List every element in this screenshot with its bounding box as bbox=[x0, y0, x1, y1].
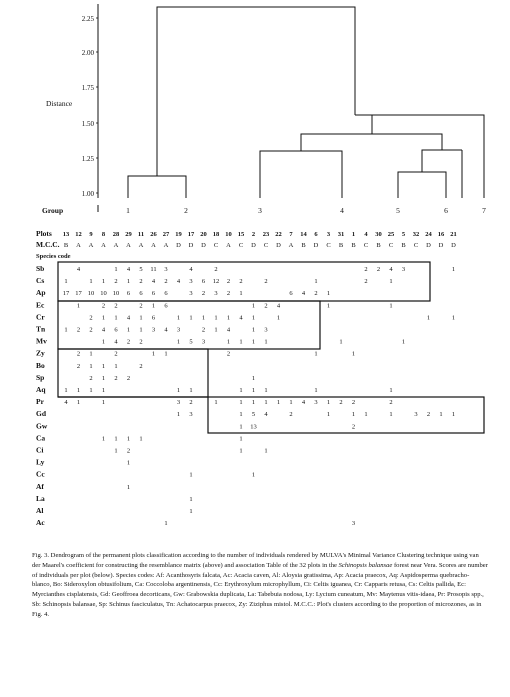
species-code: Ac bbox=[36, 518, 45, 528]
species-count: 2 bbox=[351, 423, 356, 431]
species-count: 1 bbox=[239, 435, 243, 443]
species-count: 1 bbox=[226, 338, 231, 346]
species-count: 3 bbox=[264, 326, 268, 334]
plot-number: 3 bbox=[326, 231, 331, 238]
species-count: 6 bbox=[164, 290, 168, 298]
species-count: 2 bbox=[214, 266, 218, 273]
species-count: 1 bbox=[64, 326, 68, 334]
species-count: 1 bbox=[314, 350, 318, 358]
species-count: 1 bbox=[239, 411, 243, 419]
species-count: 1 bbox=[151, 350, 156, 358]
species-count: 10 bbox=[100, 290, 107, 298]
plot-number: 23 bbox=[262, 231, 270, 238]
y-tick-label: 1.75 bbox=[81, 84, 94, 92]
species-count: 2 bbox=[139, 302, 143, 310]
plot-number: 12 bbox=[75, 231, 82, 238]
block-zy-aq bbox=[58, 349, 208, 397]
species-count: 2 bbox=[126, 374, 131, 382]
species-count: 2 bbox=[114, 278, 118, 286]
species-count: 1 bbox=[326, 302, 331, 310]
species-count: 1 bbox=[314, 278, 318, 286]
species-count: 1 bbox=[126, 326, 131, 334]
plot-number: 28 bbox=[112, 231, 120, 238]
species-count: 2 bbox=[139, 278, 143, 286]
plot-number: 9 bbox=[89, 231, 93, 238]
plot-number: 2 bbox=[251, 231, 256, 238]
mcc-value: C bbox=[413, 242, 419, 249]
species-count: 2 bbox=[364, 278, 368, 286]
species-count: 2 bbox=[364, 266, 368, 273]
mcc-value: B bbox=[63, 242, 69, 249]
species-header: Species code bbox=[36, 253, 71, 260]
species-count: 1 bbox=[264, 387, 268, 394]
species-count: 4 bbox=[189, 266, 193, 273]
species-count: 2 bbox=[139, 362, 143, 370]
species-count: 4 bbox=[239, 314, 243, 322]
mcc-value: B bbox=[401, 242, 406, 249]
mcc-value: B bbox=[301, 242, 306, 249]
species-count: 1 bbox=[89, 278, 93, 286]
mcc-value: D bbox=[438, 242, 444, 249]
species-code: Zy bbox=[36, 348, 45, 358]
species-count: 2 bbox=[239, 278, 243, 286]
species-count: 1 bbox=[251, 326, 256, 334]
species-count: 1 bbox=[114, 447, 118, 455]
plot-number: 30 bbox=[375, 231, 382, 238]
species-count: 1 bbox=[251, 338, 256, 346]
species-count: 2 bbox=[314, 290, 318, 298]
mcc-value: B bbox=[376, 242, 381, 249]
species-count: 1 bbox=[451, 266, 456, 273]
species-count: 1 bbox=[451, 314, 456, 322]
plot-number: 31 bbox=[337, 231, 345, 238]
plot-number: 10 bbox=[225, 231, 232, 238]
plot-number: 22 bbox=[275, 231, 282, 238]
species-count: 6 bbox=[151, 314, 156, 322]
species-count: 1 bbox=[351, 350, 356, 358]
plot-number: 18 bbox=[212, 231, 220, 238]
species-count: 1 bbox=[126, 483, 131, 491]
species-count: 1 bbox=[101, 278, 106, 286]
species-count: 2 bbox=[101, 302, 106, 310]
species-count: 1 bbox=[64, 278, 68, 286]
mcc-value: C bbox=[326, 242, 331, 249]
species-count: 1 bbox=[76, 399, 81, 407]
species-code: Cc bbox=[36, 469, 45, 479]
mcc-value: A bbox=[151, 242, 156, 249]
species-count: 1 bbox=[101, 387, 106, 394]
species-count: 10 bbox=[112, 290, 120, 298]
species-count: 1 bbox=[89, 350, 93, 358]
species-count: 1 bbox=[114, 435, 118, 443]
caption-text-1: Fig. 3. Dendrogram of the permanent plots classification according to the number of individuals rendered by MULVA's Minimal Variance Clustering technique using van der Maarel's coefficient for constructing the resemblance matrix (above) and association Table of the 32 plots in the bbox=[32, 552, 479, 569]
species-count: 3 bbox=[214, 290, 218, 298]
plot-number: 32 bbox=[412, 231, 420, 238]
species-count: 1 bbox=[401, 338, 406, 346]
group-label: 7 bbox=[482, 206, 486, 215]
table-body bbox=[36, 231, 457, 527]
plot-number: 17 bbox=[187, 231, 195, 238]
species-count: 2 bbox=[289, 411, 293, 419]
species-count: 1 bbox=[176, 338, 181, 346]
species-count: 5 bbox=[189, 338, 193, 346]
species-count: 1 bbox=[101, 362, 106, 370]
species-count: 1 bbox=[176, 387, 181, 394]
species-count: 3 bbox=[189, 278, 193, 286]
species-count: 1 bbox=[101, 374, 106, 382]
y-tick-label: 1.00 bbox=[81, 190, 94, 198]
plot-number: 24 bbox=[425, 231, 432, 238]
plot-number: 14 bbox=[300, 231, 307, 238]
species-count: 6 bbox=[164, 302, 168, 310]
species-code: Gw bbox=[36, 421, 48, 431]
species-count: 3 bbox=[176, 326, 181, 334]
plot-number: 7 bbox=[289, 231, 293, 238]
species-count: 1 bbox=[239, 399, 243, 407]
group-label: 2 bbox=[184, 206, 188, 215]
species-count: 10 bbox=[87, 290, 95, 298]
group-label: 1 bbox=[126, 206, 130, 215]
species-count: 1 bbox=[176, 314, 181, 322]
species-count: 1 bbox=[126, 459, 131, 467]
species-count: 1 bbox=[164, 520, 168, 528]
species-count: 3 bbox=[351, 520, 356, 528]
species-count: 1 bbox=[439, 411, 443, 419]
mcc-label: M.C.C. bbox=[36, 240, 60, 249]
species-count: 2 bbox=[89, 374, 93, 382]
species-count: 1 bbox=[64, 387, 68, 394]
species-count: 1 bbox=[89, 387, 93, 394]
species-count: 1 bbox=[251, 302, 256, 310]
species-count: 2 bbox=[264, 302, 268, 310]
species-count: 2 bbox=[126, 447, 131, 455]
mcc-value: A bbox=[163, 242, 169, 249]
mcc-value: A bbox=[76, 242, 81, 249]
y-tick-label: 2.25 bbox=[81, 15, 94, 23]
figure-caption bbox=[32, 551, 488, 620]
species-count: 1 bbox=[364, 411, 368, 419]
species-count: 1 bbox=[239, 387, 243, 394]
species-count: 3 bbox=[176, 399, 181, 407]
mcc-value: A bbox=[288, 242, 294, 249]
species-count: 1 bbox=[164, 350, 168, 358]
species-count: 2 bbox=[226, 350, 231, 358]
species-count: 1 bbox=[239, 290, 243, 298]
species-count: 1 bbox=[251, 374, 256, 382]
species-count: 12 bbox=[212, 278, 220, 286]
species-count: 13 bbox=[250, 423, 257, 431]
y-tick-label: 1.25 bbox=[81, 155, 94, 163]
species-count: 1 bbox=[389, 302, 393, 310]
species-count: 1 bbox=[189, 471, 193, 479]
species-count: 17 bbox=[62, 290, 70, 298]
plot-number: 15 bbox=[237, 231, 245, 238]
mcc-value: C bbox=[363, 242, 369, 249]
species-code: Aq bbox=[36, 385, 46, 394]
plot-number: 4 bbox=[364, 231, 368, 238]
group-label: 4 bbox=[340, 206, 344, 215]
species-count: 1 bbox=[339, 338, 343, 346]
species-count: 2 bbox=[426, 411, 431, 419]
mcc-value: D bbox=[188, 242, 194, 249]
species-count: 2 bbox=[201, 290, 206, 298]
species-count: 1 bbox=[239, 338, 243, 346]
species-count: 1 bbox=[264, 399, 268, 407]
species-count: 3 bbox=[164, 266, 168, 273]
species-count: 6 bbox=[139, 290, 143, 298]
species-count: 1 bbox=[251, 471, 256, 479]
species-code: Ec bbox=[36, 300, 45, 310]
mcc-value: B bbox=[351, 242, 356, 249]
species-count: 2 bbox=[76, 362, 81, 370]
species-count: 1 bbox=[139, 326, 143, 334]
species-code: Pr bbox=[36, 397, 44, 407]
mcc-value: D bbox=[176, 242, 181, 249]
species-count: 1 bbox=[76, 387, 81, 394]
species-count: 1 bbox=[214, 314, 218, 322]
species-count: 1 bbox=[389, 411, 393, 419]
species-count: 1 bbox=[189, 508, 193, 515]
species-count: 1 bbox=[251, 314, 256, 322]
mcc-value: C bbox=[388, 242, 394, 249]
species-count: 3 bbox=[314, 399, 318, 407]
group-label: 5 bbox=[396, 206, 400, 215]
species-count: 1 bbox=[89, 362, 93, 370]
mcc-value: A bbox=[226, 242, 231, 249]
table-blocks bbox=[58, 262, 484, 433]
species-count: 3 bbox=[414, 411, 418, 419]
species-count: 1 bbox=[226, 314, 231, 322]
species-count: 2 bbox=[376, 266, 381, 273]
species-count: 1 bbox=[214, 326, 218, 334]
species-count: 1 bbox=[276, 399, 281, 407]
y-tick-label: 1.50 bbox=[81, 120, 94, 128]
species-code: Ly bbox=[36, 457, 45, 467]
species-code: Tn bbox=[36, 324, 46, 334]
species-code: Cs bbox=[36, 276, 45, 286]
species-count: 1 bbox=[101, 399, 106, 407]
species-count: 1 bbox=[389, 278, 393, 286]
species-count: 5 bbox=[139, 266, 143, 273]
species-count: 1 bbox=[126, 435, 131, 443]
species-count: 1 bbox=[451, 411, 456, 419]
mcc-value: C bbox=[238, 242, 244, 249]
species-count: 4 bbox=[264, 411, 268, 419]
mcc-value: D bbox=[313, 242, 319, 249]
species-count: 1 bbox=[264, 447, 268, 455]
species-count: 2 bbox=[164, 278, 168, 286]
mcc-value: D bbox=[201, 242, 206, 249]
mcc-value: D bbox=[426, 242, 431, 249]
species-count: 1 bbox=[251, 399, 256, 407]
species-count: 1 bbox=[151, 302, 156, 310]
plot-number: 27 bbox=[162, 231, 170, 238]
species-count: 1 bbox=[101, 435, 106, 443]
species-count: 4 bbox=[301, 399, 306, 407]
dendrogram-branches bbox=[128, 7, 484, 198]
species-count: 4 bbox=[76, 266, 81, 273]
group-axis-label: Group bbox=[42, 206, 64, 215]
caption-italic-species: Schinopsis balansae bbox=[338, 561, 393, 569]
plot-number: 29 bbox=[125, 231, 132, 238]
species-code: Al bbox=[36, 506, 44, 515]
plot-number: 6 bbox=[314, 231, 318, 238]
species-count: 2 bbox=[226, 290, 231, 298]
species-count: 1 bbox=[201, 314, 206, 322]
species-count: 2 bbox=[114, 350, 118, 358]
species-count: 5 bbox=[251, 411, 256, 419]
species-code: Gd bbox=[36, 409, 47, 419]
plot-number: 1 bbox=[351, 231, 356, 238]
species-count: 4 bbox=[114, 338, 118, 346]
species-count: 1 bbox=[289, 399, 293, 407]
mcc-value: D bbox=[451, 242, 456, 249]
species-count: 1 bbox=[214, 399, 218, 407]
species-code: Sp bbox=[36, 372, 45, 382]
species-code: Ci bbox=[36, 445, 44, 455]
plot-number: 19 bbox=[175, 231, 182, 238]
species-count: 1 bbox=[389, 387, 393, 394]
mcc-value: B bbox=[338, 242, 344, 249]
species-count: 6 bbox=[151, 290, 156, 298]
species-code: Sb bbox=[36, 264, 45, 273]
species-count: 2 bbox=[89, 314, 93, 322]
species-count: 1 bbox=[126, 278, 131, 286]
species-count: 1 bbox=[101, 338, 106, 346]
association-table bbox=[36, 229, 484, 527]
species-count: 1 bbox=[76, 302, 81, 310]
species-count: 1 bbox=[189, 314, 193, 322]
species-count: 2 bbox=[126, 338, 131, 346]
species-code: Bo bbox=[36, 360, 45, 370]
species-count: 1 bbox=[264, 338, 268, 346]
mcc-value: D bbox=[251, 242, 256, 249]
species-count: 1 bbox=[189, 495, 193, 503]
species-count: 11 bbox=[150, 266, 157, 273]
species-count: 3 bbox=[151, 326, 156, 334]
species-count: 1 bbox=[176, 411, 181, 419]
species-count: 2 bbox=[189, 399, 193, 407]
species-count: 1 bbox=[139, 314, 143, 322]
species-count: 6 bbox=[289, 290, 293, 298]
species-count: 1 bbox=[189, 387, 193, 394]
species-count: 2 bbox=[139, 338, 143, 346]
group-label: 3 bbox=[258, 206, 262, 215]
species-count: 2 bbox=[351, 399, 356, 407]
species-count: 6 bbox=[201, 278, 206, 286]
plot-number: 20 bbox=[200, 231, 207, 238]
plot-number: 11 bbox=[137, 231, 145, 238]
species-count: 4 bbox=[276, 302, 281, 310]
species-count: 1 bbox=[114, 362, 118, 370]
species-count: 1 bbox=[326, 399, 331, 407]
plots-label: Plots bbox=[36, 229, 52, 238]
plot-number: 8 bbox=[101, 231, 106, 238]
species-count: 4 bbox=[101, 326, 106, 334]
species-count: 2 bbox=[201, 326, 206, 334]
y-tick-label: 2.00 bbox=[81, 49, 94, 57]
species-code: Cr bbox=[36, 312, 45, 322]
mcc-value: A bbox=[138, 242, 144, 249]
species-count: 4 bbox=[126, 314, 131, 322]
species-code: La bbox=[36, 493, 45, 503]
species-count: 2 bbox=[114, 374, 118, 382]
species-count: 1 bbox=[139, 435, 143, 443]
species-count: 3 bbox=[201, 338, 206, 346]
species-count: 4 bbox=[389, 266, 393, 273]
mcc-value: A bbox=[88, 242, 94, 249]
plot-number: 25 bbox=[387, 231, 395, 238]
dendrogram bbox=[42, 4, 486, 215]
species-count: 1 bbox=[114, 314, 118, 322]
species-count: 1 bbox=[326, 290, 331, 298]
plot-number: 21 bbox=[450, 231, 457, 238]
species-count: 2 bbox=[89, 326, 93, 334]
species-count: 2 bbox=[339, 399, 343, 407]
species-count: 2 bbox=[226, 278, 231, 286]
plot-number: 13 bbox=[62, 231, 70, 238]
species-count: 2 bbox=[389, 399, 393, 407]
plot-number: 16 bbox=[437, 231, 445, 238]
mcc-value: D bbox=[276, 242, 281, 249]
mcc-value: A bbox=[101, 242, 106, 249]
mcc-value: A bbox=[126, 242, 131, 249]
species-count: 3 bbox=[189, 290, 193, 298]
plot-number: 26 bbox=[150, 231, 157, 238]
species-count: 1 bbox=[326, 411, 331, 419]
species-count: 1 bbox=[314, 387, 318, 394]
species-count: 4 bbox=[301, 290, 306, 298]
species-count: 1 bbox=[426, 314, 431, 322]
species-count: 2 bbox=[114, 302, 118, 310]
species-count: 4 bbox=[64, 399, 68, 407]
species-count: 1 bbox=[251, 387, 256, 394]
species-count: 4 bbox=[164, 326, 168, 334]
mcc-value: C bbox=[213, 242, 219, 249]
mcc-value: A bbox=[113, 242, 119, 249]
species-count: 6 bbox=[114, 326, 118, 334]
species-count: 2 bbox=[76, 350, 81, 358]
species-count: 6 bbox=[126, 290, 131, 298]
plot-number: 5 bbox=[401, 231, 406, 238]
mcc-value: C bbox=[263, 242, 269, 249]
species-count: 4 bbox=[176, 278, 181, 286]
species-count: 1 bbox=[101, 314, 106, 322]
species-count: 1 bbox=[276, 314, 281, 322]
species-count: 1 bbox=[239, 423, 243, 431]
species-code: Mv bbox=[36, 336, 47, 346]
caption-text-2: forest near Vera. Scores are number of individuals per plot (below). Species codes: Af: Acanthosyris falcata, Ac: Acacia caven, Al: Aloysia gratissima, Ap: Acacia praecox, Aq: Aspidosperma quebracho-blanco, Bo: Sideroxylon obtusifolium, Ca: Coccoloba argentinensis, Cc: Erythroxylum microphyllum, Ci: Celtis iguanea, Cr: Capparis retusa, Cs: Celtis pallida, Ec: Myrcianthes cisplatensis, Gd: Geoffroea decorticans, Gw: Grabowskia duplicata, La: Tabebuia nodosa, Ly: Lycium cuneatum, Mv: Maytenus vitis-idaea, Pr: Prosopis spp., Sb: Schinopsis balansae, Sp: Schinus fasciculatus, Tn: Achatocarpus praecox, Zy: Ziziphus mistol. M.C.C.: Plot's clusters according to the proportion of microzones, as in Fig. 4. bbox=[32, 561, 488, 618]
species-code: Ap bbox=[36, 288, 46, 298]
species-count: 1 bbox=[114, 266, 118, 273]
species-count: 4 bbox=[151, 278, 156, 286]
species-count: 1 bbox=[351, 411, 356, 419]
species-count: 4 bbox=[126, 266, 131, 273]
species-count: 4 bbox=[226, 326, 231, 334]
species-count: 2 bbox=[264, 278, 268, 286]
species-code: Ca bbox=[36, 433, 46, 443]
group-label: 6 bbox=[444, 206, 448, 215]
species-count: 3 bbox=[401, 266, 406, 273]
species-count: 2 bbox=[76, 326, 81, 334]
species-count: 17 bbox=[75, 290, 82, 298]
species-count: 1 bbox=[239, 447, 243, 455]
species-count: 3 bbox=[189, 411, 193, 419]
species-code: Af bbox=[36, 481, 44, 491]
y-axis-label: Distance bbox=[46, 99, 73, 108]
